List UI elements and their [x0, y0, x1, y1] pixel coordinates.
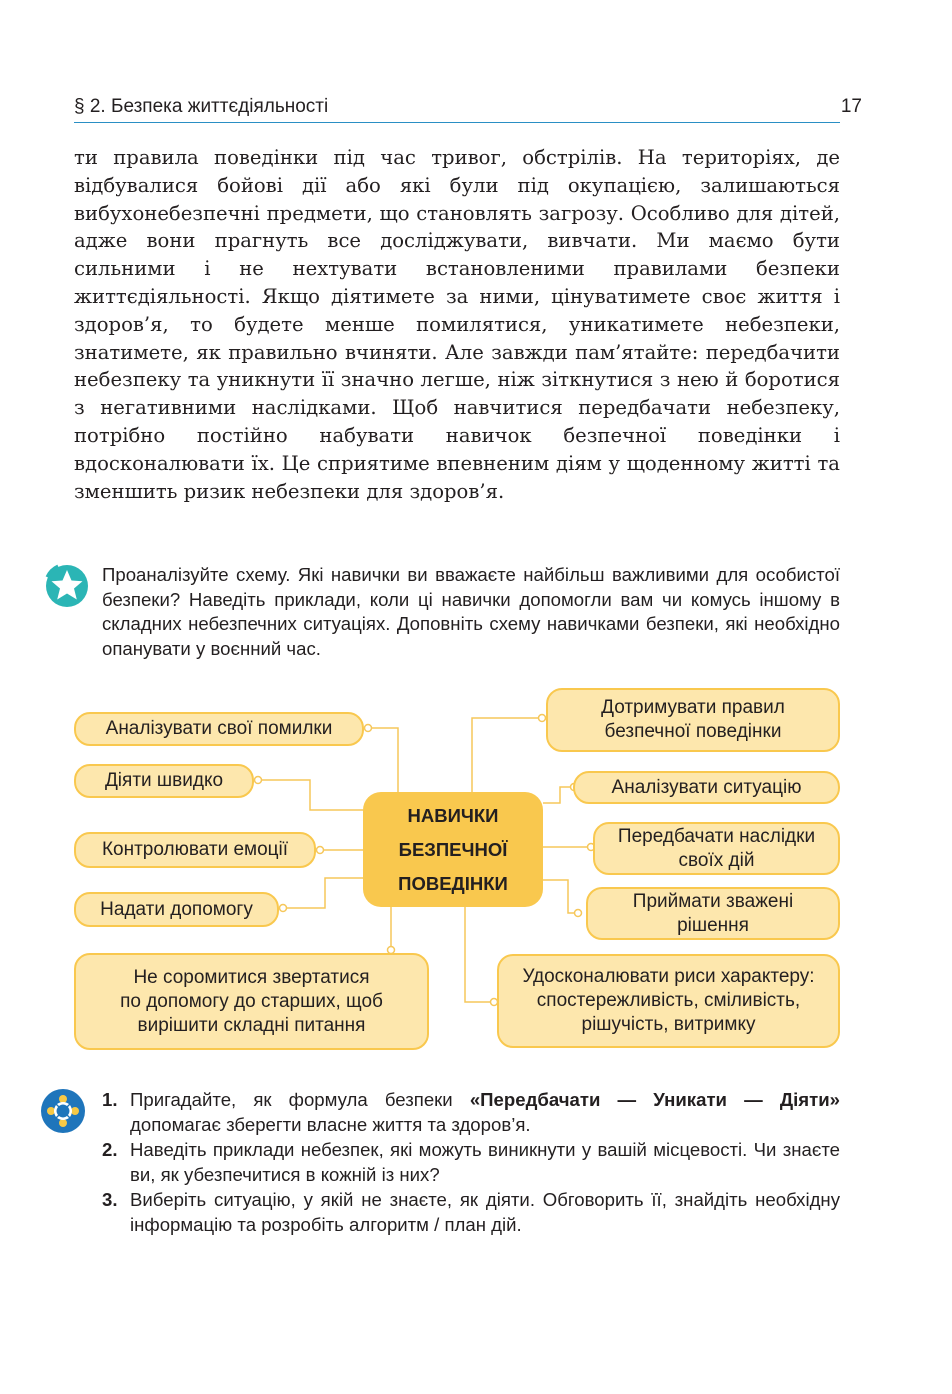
discussion-icon: [40, 1088, 86, 1134]
skill-make-decisions: [586, 887, 840, 940]
page-number: 17: [840, 96, 862, 117]
skill-act-fast: [74, 764, 254, 798]
center-label-line: НАВИЧКИ: [407, 804, 499, 826]
skill-label-line: спостережливість, сміливість,: [536, 990, 801, 1011]
skill-give-help: [74, 892, 279, 927]
star-icon: [44, 563, 90, 609]
skill-label: Контролювати емоції: [101, 839, 289, 860]
skill-label-line: Не соромитися звертатися: [133, 966, 370, 988]
skill-improve-traits: [497, 954, 840, 1048]
skill-label-line: Удосконалювати риси характеру:: [522, 966, 815, 987]
skill-foresee-consequences: [593, 822, 840, 875]
task-instructions: Проаналізуйте схему. Які навички ви вважаєте найбільш важливими для особистої безпеки? Наведіть приклади, коли ці навички допомогли вам чи комусь іншому в складних небезпечних ситуаціях. Доповніть схему навичками безпеки, які необхідно опанувати у воєнний час.: [102, 564, 840, 659]
skill-label-line: Приймати зважені: [632, 890, 794, 912]
question-item: [102, 1138, 840, 1187]
questions-list: [102, 1088, 840, 1238]
question-text: Наведіть приклади небезпек, які можуть виникнути у вашій місцевості. Чи знаєте ви, як убезпечитися в кожній із них?: [130, 1139, 840, 1185]
skill-label-line: Передбачати наслідки: [617, 825, 816, 847]
question-number: 1.: [102, 1089, 118, 1110]
skill-label-line: своїх дій: [678, 849, 755, 871]
skill-analyze-situation: [573, 771, 840, 804]
question-item: [102, 1088, 840, 1137]
section-title: § 2. Безпека життєдіяльності: [74, 96, 329, 117]
skill-label-line: по допомогу до старших, щоб: [120, 990, 383, 1012]
skill-ask-elders: [74, 953, 429, 1050]
question-item: [102, 1188, 840, 1237]
skill-label-line: Дотримувати правил: [601, 697, 785, 718]
skill-label: Аналізувати свої помилки: [105, 718, 333, 739]
question-number: 2.: [102, 1139, 118, 1160]
question-text: допомагає зберегти власне життя та здоров’я.: [130, 1113, 531, 1135]
page-header: [74, 94, 862, 122]
question-text: Виберіть ситуацію, у якій не знаєте, як діяти. Обговорить її, знайдіть необхідну інформацію та розробіть алгоритм / план дій.: [130, 1189, 840, 1235]
diagram-center-node: [363, 792, 543, 907]
question-number: 3.: [102, 1189, 118, 1210]
question-text: Пригадайте, як формула безпеки: [130, 1089, 470, 1110]
skill-label-line: рішення: [677, 914, 749, 936]
skill-label-line: рішучість, витримку: [581, 1014, 756, 1035]
skill-label: Надати допомогу: [100, 898, 253, 920]
skill-analyze-mistakes: [74, 712, 364, 746]
skill-label-line: вирішити складні питання: [137, 1014, 366, 1036]
center-label-line: ПОВЕДІНКИ: [398, 872, 508, 894]
safety-formula: «Передбачати — Уникати — Діяти»: [469, 1089, 840, 1110]
skill-follow-rules: [546, 688, 840, 752]
center-label-line: БЕЗПЕЧНОЇ: [398, 838, 508, 860]
header-divider: [74, 122, 840, 123]
skill-control-emotions: [74, 832, 316, 868]
skill-label: Діяти швидко: [104, 770, 224, 791]
skill-label: Аналізувати ситуацію: [611, 776, 802, 798]
body-paragraph: ти правила поведінки під час тривог, обстрілів. На територіях, де відбувалися бойові дії або які були під окупацією, залишаються вибухонебезпечні предмети, що становлять загрозу. Особливо для дітей, адже вони прагнуть все досліджувати, вивчати. Ми маємо бути сильними і не нехтувати встановленими правилами безпеки життєдіяльності. Якщо діятимете за ними, цінуватимете своє життя і здоров’я, то будете менше помилятися, уникатимете небезпеки, знатимете, як правильно вчиняти. Але завжди пам’ятайте: передбачити небезпеку та уникнути її значно легше, ніж зіткнутися з нею й боротися з негативними наслідками. Щоб навчитися передбачати небезпеку, потрібно постійно набувати навичок безпечної поведінки і вдосконалювати їх. Це сприятиме впевненим діям у щоденному житті та зменшить ризик небезпеки для здоров’я.: [74, 146, 840, 503]
skill-label-line: безпечної поведінки: [604, 721, 782, 742]
